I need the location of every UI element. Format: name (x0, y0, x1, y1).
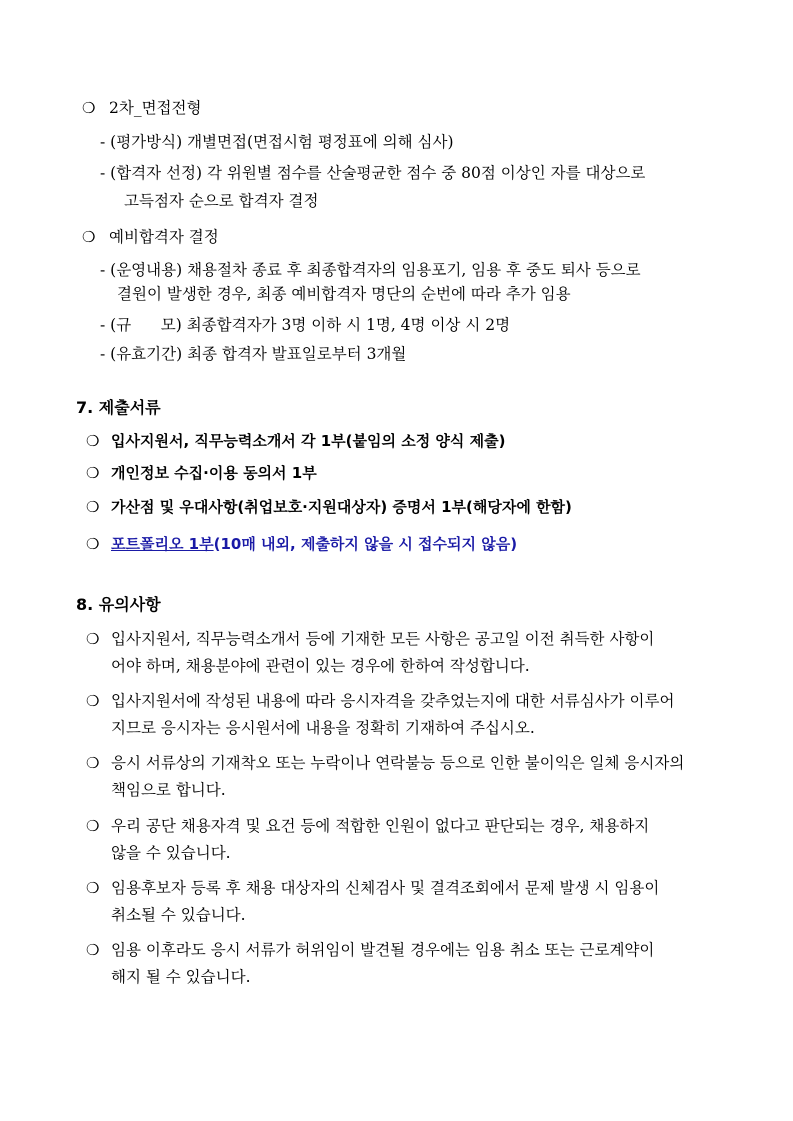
reserve-item: - (규 모) 최종합격자가 3명 이하 시 1명, 4명 이상 시 2명 (100, 316, 511, 334)
reserve-item: 결원이 발생한 경우, 최종 예비합격자 명단의 순번에 따라 추가 임용 (117, 285, 571, 303)
reserve-item: - (유효기간) 최종 합격자 발표일로부터 3개월 (100, 345, 407, 363)
notice-line: 임용후보자 등록 후 채용 대상자의 신체검사 및 결격조회에서 문제 발생 시 임용이 (111, 879, 660, 897)
interview-item: 고득점자 순으로 합격자 결정 (124, 192, 319, 210)
notice-line: 응시 서류상의 기재착오 또는 누락이나 연락불능 등으로 인한 불이익은 일체 응시자의 (111, 754, 685, 772)
reserve-item: - (운영내용) 채용절차 종료 후 최종합격자의 임용포기, 임용 후 중도 퇴사 등으로 (100, 261, 641, 279)
notice-line: 책임으로 합니다. (111, 781, 226, 799)
bullet-icon: ❍ (86, 498, 100, 516)
bullet-icon: ❍ (82, 99, 96, 117)
notice-line: 입사지원서, 직무능력소개서 등에 기재한 모든 사항은 공고일 이전 취득한 사항이 (111, 630, 655, 648)
section7-item: 가산점 및 우대사항(취업보호·지원대상자) 증명서 1부(해당자에 한함) (111, 498, 572, 516)
bullet-icon: ❍ (86, 535, 100, 553)
bullet-icon: ❍ (86, 879, 100, 897)
notice-line: 우리 공단 채용자격 및 요건 등에 적합한 인원이 없다고 판단되는 경우, 채용하지 (111, 817, 650, 835)
notice-line: 어야 하며, 채용분야에 관련이 있는 경우에 한하여 작성합니다. (111, 657, 530, 675)
bullet-icon: ❍ (86, 464, 100, 482)
notice-line: 지므로 응시자는 응시원서에 내용을 정확히 기재하여 주십시오. (111, 719, 535, 737)
interview-item: - (평가방식) 개별면접(면접시험 평정표에 의해 심사) (100, 133, 454, 151)
portfolio-line (111, 533, 517, 555)
notice-line: 않을 수 있습니다. (111, 844, 231, 862)
bullet-icon: ❍ (86, 692, 100, 710)
bullet-icon: ❍ (86, 432, 100, 450)
bullet-icon: ❍ (86, 754, 100, 772)
portfolio-note: (10매 내외, 제출하지 않을 시 접수되지 않음) (213, 535, 518, 553)
portfolio-link[interactable]: 포트폴리오 1부 (111, 535, 214, 553)
interview-title: 2차_면접전형 (109, 99, 202, 117)
notice-line: 입사지원서에 작성된 내용에 따라 응시자격을 갖추었는지에 대한 서류심사가 이루어 (111, 692, 675, 710)
section7-item: 입사지원서, 직무능력소개서 각 1부(붙임의 소정 양식 제출) (111, 432, 506, 450)
notice-line: 임용 이후라도 응시 서류가 허위임이 발견될 경우에는 임용 취소 또는 근로계약이 (111, 941, 655, 959)
reserve-title: 예비합격자 결정 (109, 228, 219, 246)
notice-line: 해지 될 수 있습니다. (111, 968, 251, 986)
notice-line: 취소될 수 있습니다. (111, 906, 246, 924)
bullet-icon: ❍ (86, 941, 100, 959)
bullet-icon: ❍ (86, 817, 100, 835)
section7-heading: 7. 제출서류 (76, 398, 161, 417)
interview-item: - (합격자 선정) 각 위원별 점수를 산술평균한 점수 중 80점 이상인 자를 대상으로 (100, 164, 646, 182)
section7-item: 개인정보 수집·이용 동의서 1부 (111, 464, 317, 482)
bullet-icon: ❍ (82, 228, 96, 246)
section8-heading: 8. 유의사항 (76, 595, 161, 614)
bullet-icon: ❍ (86, 630, 100, 648)
